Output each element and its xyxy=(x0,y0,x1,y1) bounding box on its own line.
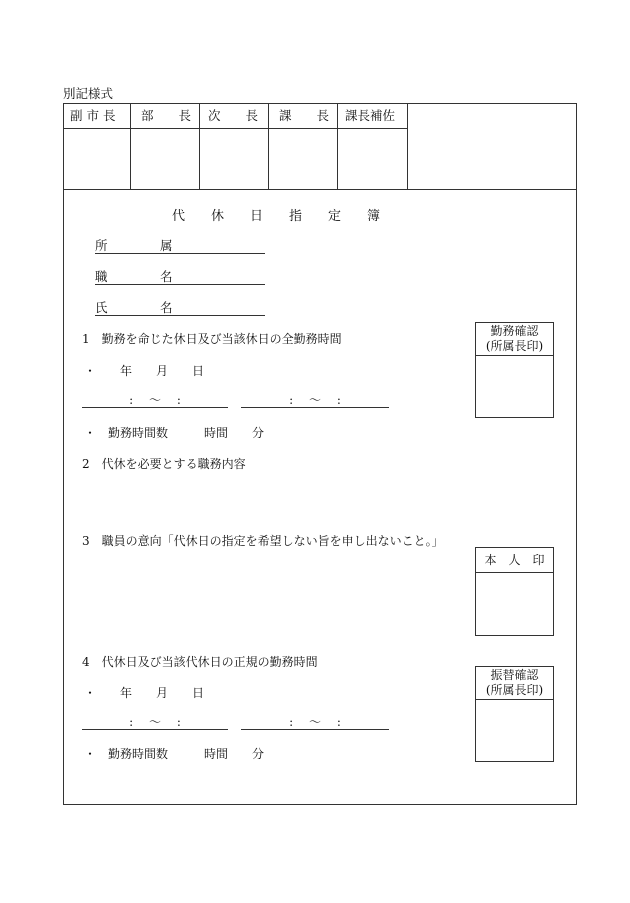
work-confirmation-subtitle: (所属長印) xyxy=(485,339,544,353)
section4-time-end-text: : ～ : xyxy=(289,715,341,729)
form-label: 別記様式 xyxy=(63,86,114,101)
section1-date-line[interactable]: ・ 年 月 日 xyxy=(84,364,205,378)
section4-time-end[interactable] xyxy=(241,713,389,730)
transfer-confirmation-stamp-box[interactable] xyxy=(475,666,554,762)
section4-hours-line[interactable]: ・ 勤務時間数 時間 分 xyxy=(84,747,265,761)
name-field[interactable] xyxy=(95,298,265,316)
section4-date-line[interactable]: ・ 年 月 日 xyxy=(84,686,205,700)
section2-heading: 2 代休を必要とする職務内容 xyxy=(82,457,246,471)
approval-cell-director[interactable] xyxy=(131,103,200,189)
transfer-confirmation-subtitle: (所属長印) xyxy=(485,683,544,697)
section1-hours-line[interactable]: ・ 勤務時間数 時間 分 xyxy=(84,426,265,440)
approval-header-director: 部 長 xyxy=(131,103,199,129)
position-field[interactable] xyxy=(95,267,265,285)
section4-time-start-text: : ～ : xyxy=(129,715,181,729)
section1-heading: 1 勤務を命じた休日及び当該休日の全勤務時間 xyxy=(82,332,342,346)
approval-header-section-chief: 課 長 xyxy=(269,103,337,129)
approval-cell-section-chief[interactable] xyxy=(269,103,338,189)
approval-header-deputy: 次 長 xyxy=(200,103,268,129)
section1-time-end[interactable] xyxy=(241,391,389,408)
section4-heading: 4 代休日及び当該代休日の正規の勤務時間 xyxy=(82,655,318,669)
approval-cell-vice-mayor[interactable] xyxy=(63,103,131,189)
section4-time-start[interactable] xyxy=(82,713,228,730)
work-confirmation-header xyxy=(476,323,553,356)
approval-cell-assistant[interactable] xyxy=(338,103,408,189)
section1-time-end-text: : ～ : xyxy=(289,393,341,407)
position-label: 職 名 xyxy=(95,269,193,284)
section3-heading: 3 職員の意向「代休日の指定を希望しない旨を申し出ないこと。」 xyxy=(82,534,444,548)
affiliation-label: 所 属 xyxy=(95,238,193,253)
personal-seal-header: 本 人 印 xyxy=(476,548,553,573)
work-confirmation-stamp-box[interactable] xyxy=(475,322,554,418)
approval-cell-deputy[interactable] xyxy=(200,103,269,189)
section1-time-start-text: : ～ : xyxy=(129,393,181,407)
work-confirmation-title: 勤務確認 xyxy=(490,324,539,338)
transfer-confirmation-header xyxy=(476,667,553,700)
approval-header-vice-mayor: 副 市 長 xyxy=(63,103,130,129)
section1-time-start[interactable] xyxy=(82,391,228,408)
name-label: 氏 名 xyxy=(95,300,193,315)
approval-header-assistant: 課長補佐 xyxy=(338,103,407,129)
affiliation-field[interactable] xyxy=(95,236,265,254)
form-title: 代休日指定簿 xyxy=(172,209,407,224)
approval-stamp-row xyxy=(63,103,577,190)
transfer-confirmation-title: 振替確認 xyxy=(490,668,539,682)
personal-seal-box[interactable] xyxy=(475,547,554,636)
